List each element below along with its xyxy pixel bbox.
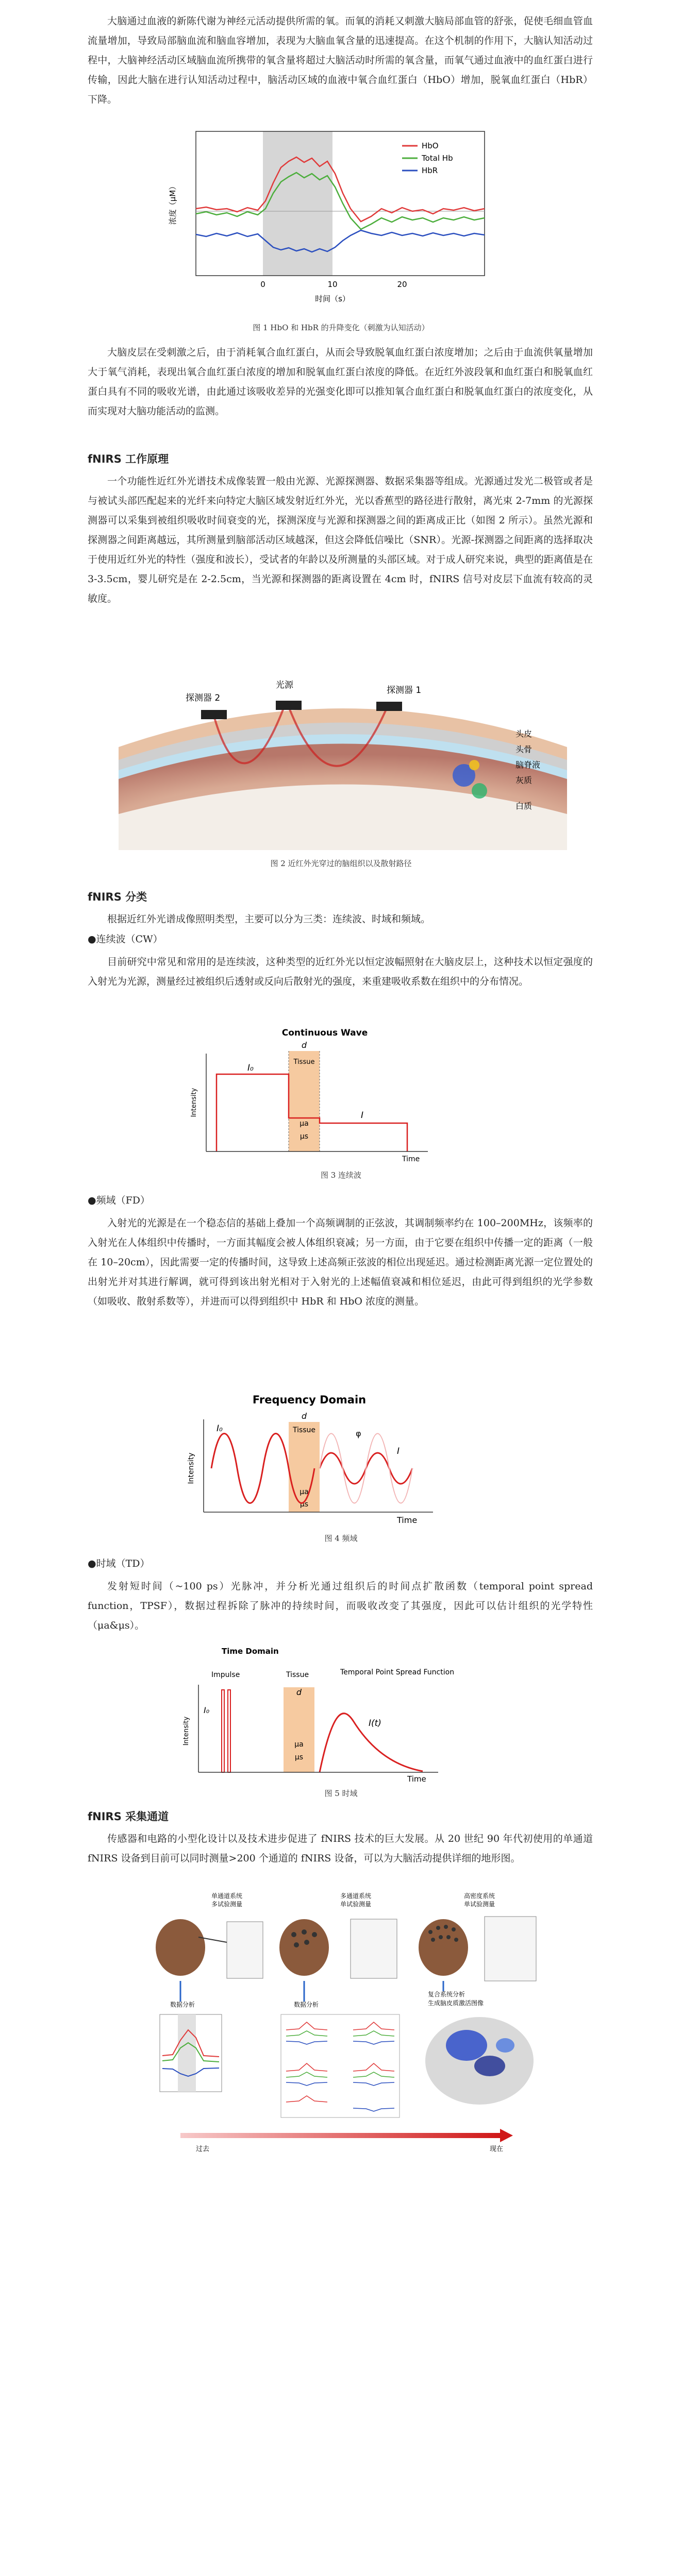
td-impulse-bar-2 xyxy=(228,1690,230,1772)
layer-label-scalp: 头皮 xyxy=(515,729,533,739)
fd-d-label: d xyxy=(301,1411,307,1421)
chart-legend xyxy=(402,141,453,175)
series-total-hb-line xyxy=(196,173,485,229)
section-title-principle: fNIRS 工作原理 xyxy=(88,453,169,465)
td-tissue-label: Tissue xyxy=(286,1671,309,1679)
fd-mua-label: μa xyxy=(300,1488,309,1496)
frequency-domain-diagram xyxy=(170,1391,464,1525)
layer-label-skull: 头骨 xyxy=(515,744,533,754)
stimulus-shade xyxy=(263,131,332,276)
plot-grid-2 xyxy=(281,2014,400,2117)
series-hbr-line xyxy=(196,230,485,252)
detector-1-block xyxy=(376,702,402,711)
td-impulse-bar-1 xyxy=(222,1690,224,1772)
channel-evolution-figure xyxy=(149,1891,541,2154)
td-title: Time Domain xyxy=(222,1647,279,1656)
source-block xyxy=(276,701,302,710)
bullet-continuous-wave: ●连续波（CW） xyxy=(88,934,163,945)
col2-title-line2: 单试验测量 xyxy=(340,1901,372,1908)
td-y-label: Intensity xyxy=(182,1716,190,1746)
timeline-arrow xyxy=(180,2133,500,2138)
bullet-frequency-domain: ●频域（FD） xyxy=(88,1195,151,1206)
cw-mua-label: μa xyxy=(300,1120,309,1128)
td-it-label: I(t) xyxy=(369,1718,381,1728)
y-axis-label: 浓度（μM） xyxy=(168,182,177,225)
device-2 xyxy=(351,1919,397,1978)
fd-x-label: Time xyxy=(397,1515,418,1525)
head-3 xyxy=(419,1919,468,1976)
cw-mus-label: μs xyxy=(300,1132,309,1141)
detector-2-block xyxy=(201,710,227,719)
col2-title-line1: 多通道系统 xyxy=(340,1892,372,1900)
head-2 xyxy=(279,1919,329,1976)
detector-2-label: 探测器 2 xyxy=(186,693,221,703)
cw-i0-label: I₀ xyxy=(247,1063,254,1073)
td-tpsf-label: Temporal Point Spread Function xyxy=(340,1668,455,1676)
col1-title-line2: 多试验测量 xyxy=(211,1901,243,1908)
fd-tissue-block xyxy=(289,1422,320,1512)
td-mua-label: μa xyxy=(294,1740,304,1749)
cw-tissue-label: Tissue xyxy=(293,1058,315,1066)
cw-i-label: I xyxy=(361,1110,364,1121)
cw-d-label: d xyxy=(301,1040,307,1050)
timeline-past-label: 过去 xyxy=(196,2145,210,2153)
source-label: 光源 xyxy=(276,680,293,690)
figure-1-caption: 图 1 HbO 和 HbR 的升降变化（刺激为认知活动） xyxy=(253,323,429,332)
td-d-label: d xyxy=(296,1687,302,1697)
series-hbo-line xyxy=(196,157,485,222)
col1-title-line1: 单通道系统 xyxy=(211,1892,243,1900)
col3-title-line2: 单试验测量 xyxy=(463,1901,495,1908)
cw-title: Continuous Wave xyxy=(281,1028,368,1038)
chart-frame xyxy=(196,131,485,276)
cw-x-label: Time xyxy=(402,1155,420,1163)
td-mus-label: μs xyxy=(294,1753,304,1761)
analysis-label-2: 数据分析 xyxy=(294,2001,319,2008)
td-impulse-label: Impulse xyxy=(211,1671,240,1679)
fd-phi-label: φ xyxy=(356,1429,361,1438)
legend-label-hbr: HbR xyxy=(422,166,438,175)
x-axis-label: 时间（s） xyxy=(315,294,350,303)
continuous-wave-diagram xyxy=(170,1025,459,1164)
intro-paragraph: 大脑通过血液的新陈代谢为神经元活动提供所需的氧。而氧的消耗又刺激大脑局部血管的舒张，促使毛细血管血流量增加，导致局部脑血流和脑血容增加，表现为大脑血氧含量的迅速提高。在这个机制的作用下，大脑认知活动过程中，大脑神经活动区域脑血流所携带的氧含量将超过大脑活动时所需的氧含量，而氧气通过血液中的血红蛋白进行传输，因此大脑在进行认知活动过程中，脑活动区域的血液中氧合血红蛋白（HbO）增加，脱氧血红蛋白（HbR）下降。 xyxy=(88,15,593,105)
figure-5-caption: 图 5 时域 xyxy=(324,1789,358,1798)
fd-reference-wave xyxy=(320,1434,412,1503)
detector-1-label: 探测器 1 xyxy=(387,685,422,696)
device-1 xyxy=(227,1922,263,1978)
td-i0-label: I₀ xyxy=(204,1705,210,1715)
layer-label-csf: 脑脊液 xyxy=(515,760,541,770)
head-1 xyxy=(156,1919,205,1976)
paragraph-time-domain: 发射短时间（~100 ps）光脉冲，并分析光通过组织后的时间点扩散函数（temporal point spread function，TPSF），数据过程拆除了脉冲的持续时间，而吸收改变了其强度，因此可以估计组织的光学特性（μa&μs）。 xyxy=(88,1581,593,1631)
figure-2-caption: 图 2 近红外光穿过的脑组织以及散射路径 xyxy=(270,859,412,868)
legend-label-hbo: HbO xyxy=(422,141,439,150)
brain-tissue-figure xyxy=(119,659,567,850)
figure-3-caption: 图 3 连续波 xyxy=(320,1171,362,1180)
section-title-classification: fNIRS 分类 xyxy=(88,891,147,903)
td-x-label: Time xyxy=(407,1774,426,1783)
analysis-label-1: 数据分析 xyxy=(170,2001,195,2008)
col3-title-line1: 高密度系统 xyxy=(463,1892,495,1900)
bullet-time-domain: ●时域（TD） xyxy=(88,1558,150,1569)
activation-spot-yellow xyxy=(469,760,479,770)
x-tick-0: 0 xyxy=(260,280,265,289)
paragraph-classification: 根据近红外光谱成像照明类型，主要可以分为三类：连续波、时域和频域。 xyxy=(107,913,431,925)
paragraph-principle: 一个功能性近红外光谱技术成像装置一般由光源、光源探测器、数据采集器等组成。光源通过发光二极管或者是与被试头部匹配起来的光纤来向特定大脑区域发射近红外光，光以香蕉型的路径进行散射，离光束 2-7mm 的光源探测器可以采集到被组织吸收时间衰变的光，探测深度与光源和探测器之间的距离成正比（如图 2 所示）。虽然光源和探测器之间距离越远，其所测量到脑部活动区域越深，但这会降低信噪比（SNR）。光源-探测器之间距离的选择取决于使用近红外光的特性（强度和波长），受试者的年龄以及所测量的头部区域。对于成人研究来说，典型的距离值是在 3-3.5cm，婴儿研究是在 2-2.5cm，当光源和探测器的距离设置在 4cm 时，fNIRS 信号对皮层下血流有较高的灵敏度。 xyxy=(88,476,593,604)
hemodynamic-response-chart xyxy=(155,126,515,317)
fd-tissue-label: Tissue xyxy=(292,1426,316,1434)
fd-title: Frequency Domain xyxy=(252,1394,367,1406)
layer-label-white-matter: 白质 xyxy=(515,801,533,811)
cw-y-label: Intensity xyxy=(190,1088,198,1117)
paragraph-hemodynamics: 大脑皮层在受刺激之后，由于消耗氧合血红蛋白，从而会导致脱氧血红蛋白浓度增加；之后由于血流供氧量增加大于氧气消耗，表现出氧合血红蛋白浓度的增加和脱氧血红蛋白浓度的降低。在近红外波段氧和血红蛋白和脱氧血红蛋白具有不同的吸收光谱，由此通过该吸收差异的光强变化即可以推知氧合血红蛋白和脱氧血红蛋白的浓度变化，从而实现对大脑功能活动的监测。 xyxy=(88,347,593,417)
paragraph-continuous-wave: 目前研究中常见和常用的是连续波，这种类型的近红外光以恒定波幅照射在大脑皮层上，这种技术以恒定强度的入射光为光源，测量经过被组织后透射或反向后散射光的强度，来重建吸收系数在组织中的分布情况。 xyxy=(88,956,593,987)
paragraph-channels: 传感器和电路的小型化设计以及技术进步促进了 fNIRS 技术的巨大发展。从 20 世纪 90 年代初使用的单通道 fNIRS 设备到目前可以同时测量>200 个通道的 fNIRS 设备，可以为大脑活动提供详细的地形图。 xyxy=(88,1833,593,1864)
figure-4-caption: 图 4 频域 xyxy=(324,1534,358,1543)
legend-label-total-hb: Total Hb xyxy=(422,154,453,163)
activation-spot-green xyxy=(472,783,487,799)
x-tick-10: 10 xyxy=(327,280,338,289)
timeline-present-label: 现在 xyxy=(490,2145,504,2153)
section-title-channels: fNIRS 采集通道 xyxy=(88,1810,169,1823)
analysis-label-3-line1: 复合系统分析 xyxy=(428,1991,465,1998)
fd-y-label: Intensity xyxy=(187,1452,195,1484)
fd-i-label: I xyxy=(397,1446,400,1456)
layer-label-gray-matter: 灰质 xyxy=(515,775,533,785)
fd-mus-label: μs xyxy=(300,1500,309,1509)
device-3 xyxy=(485,1917,536,1981)
analysis-label-3-line2: 生成脑皮质激活图像 xyxy=(428,1999,484,2007)
time-domain-diagram xyxy=(165,1643,464,1783)
fd-i0-label: I₀ xyxy=(217,1423,223,1434)
x-tick-20: 20 xyxy=(397,280,407,289)
paragraph-frequency-domain: 入射光的光源是在一个稳态信的基础上叠加一个高频调制的正弦波，其调制频率约在 100–200MHz，该频率的入射光在人体组织中传播时，一方面其幅度会被人体组织衰减；另一方面，由于它要在组织中传播一定的距离（一般在 10–20cm），因此需要一定的传播时间，这导致上述高频正弦波的相位出现延迟。通过检测距离光源一定位置处的出射光并对其进行解调，就可得到该出射光相对于入射光的上述幅值衰减和相位延迟，由此可得到组织的光学参数（如吸收、散射系数等），并进而可以得到组织中 HbR 和 HbO 浓度的测量。 xyxy=(88,1217,593,1307)
